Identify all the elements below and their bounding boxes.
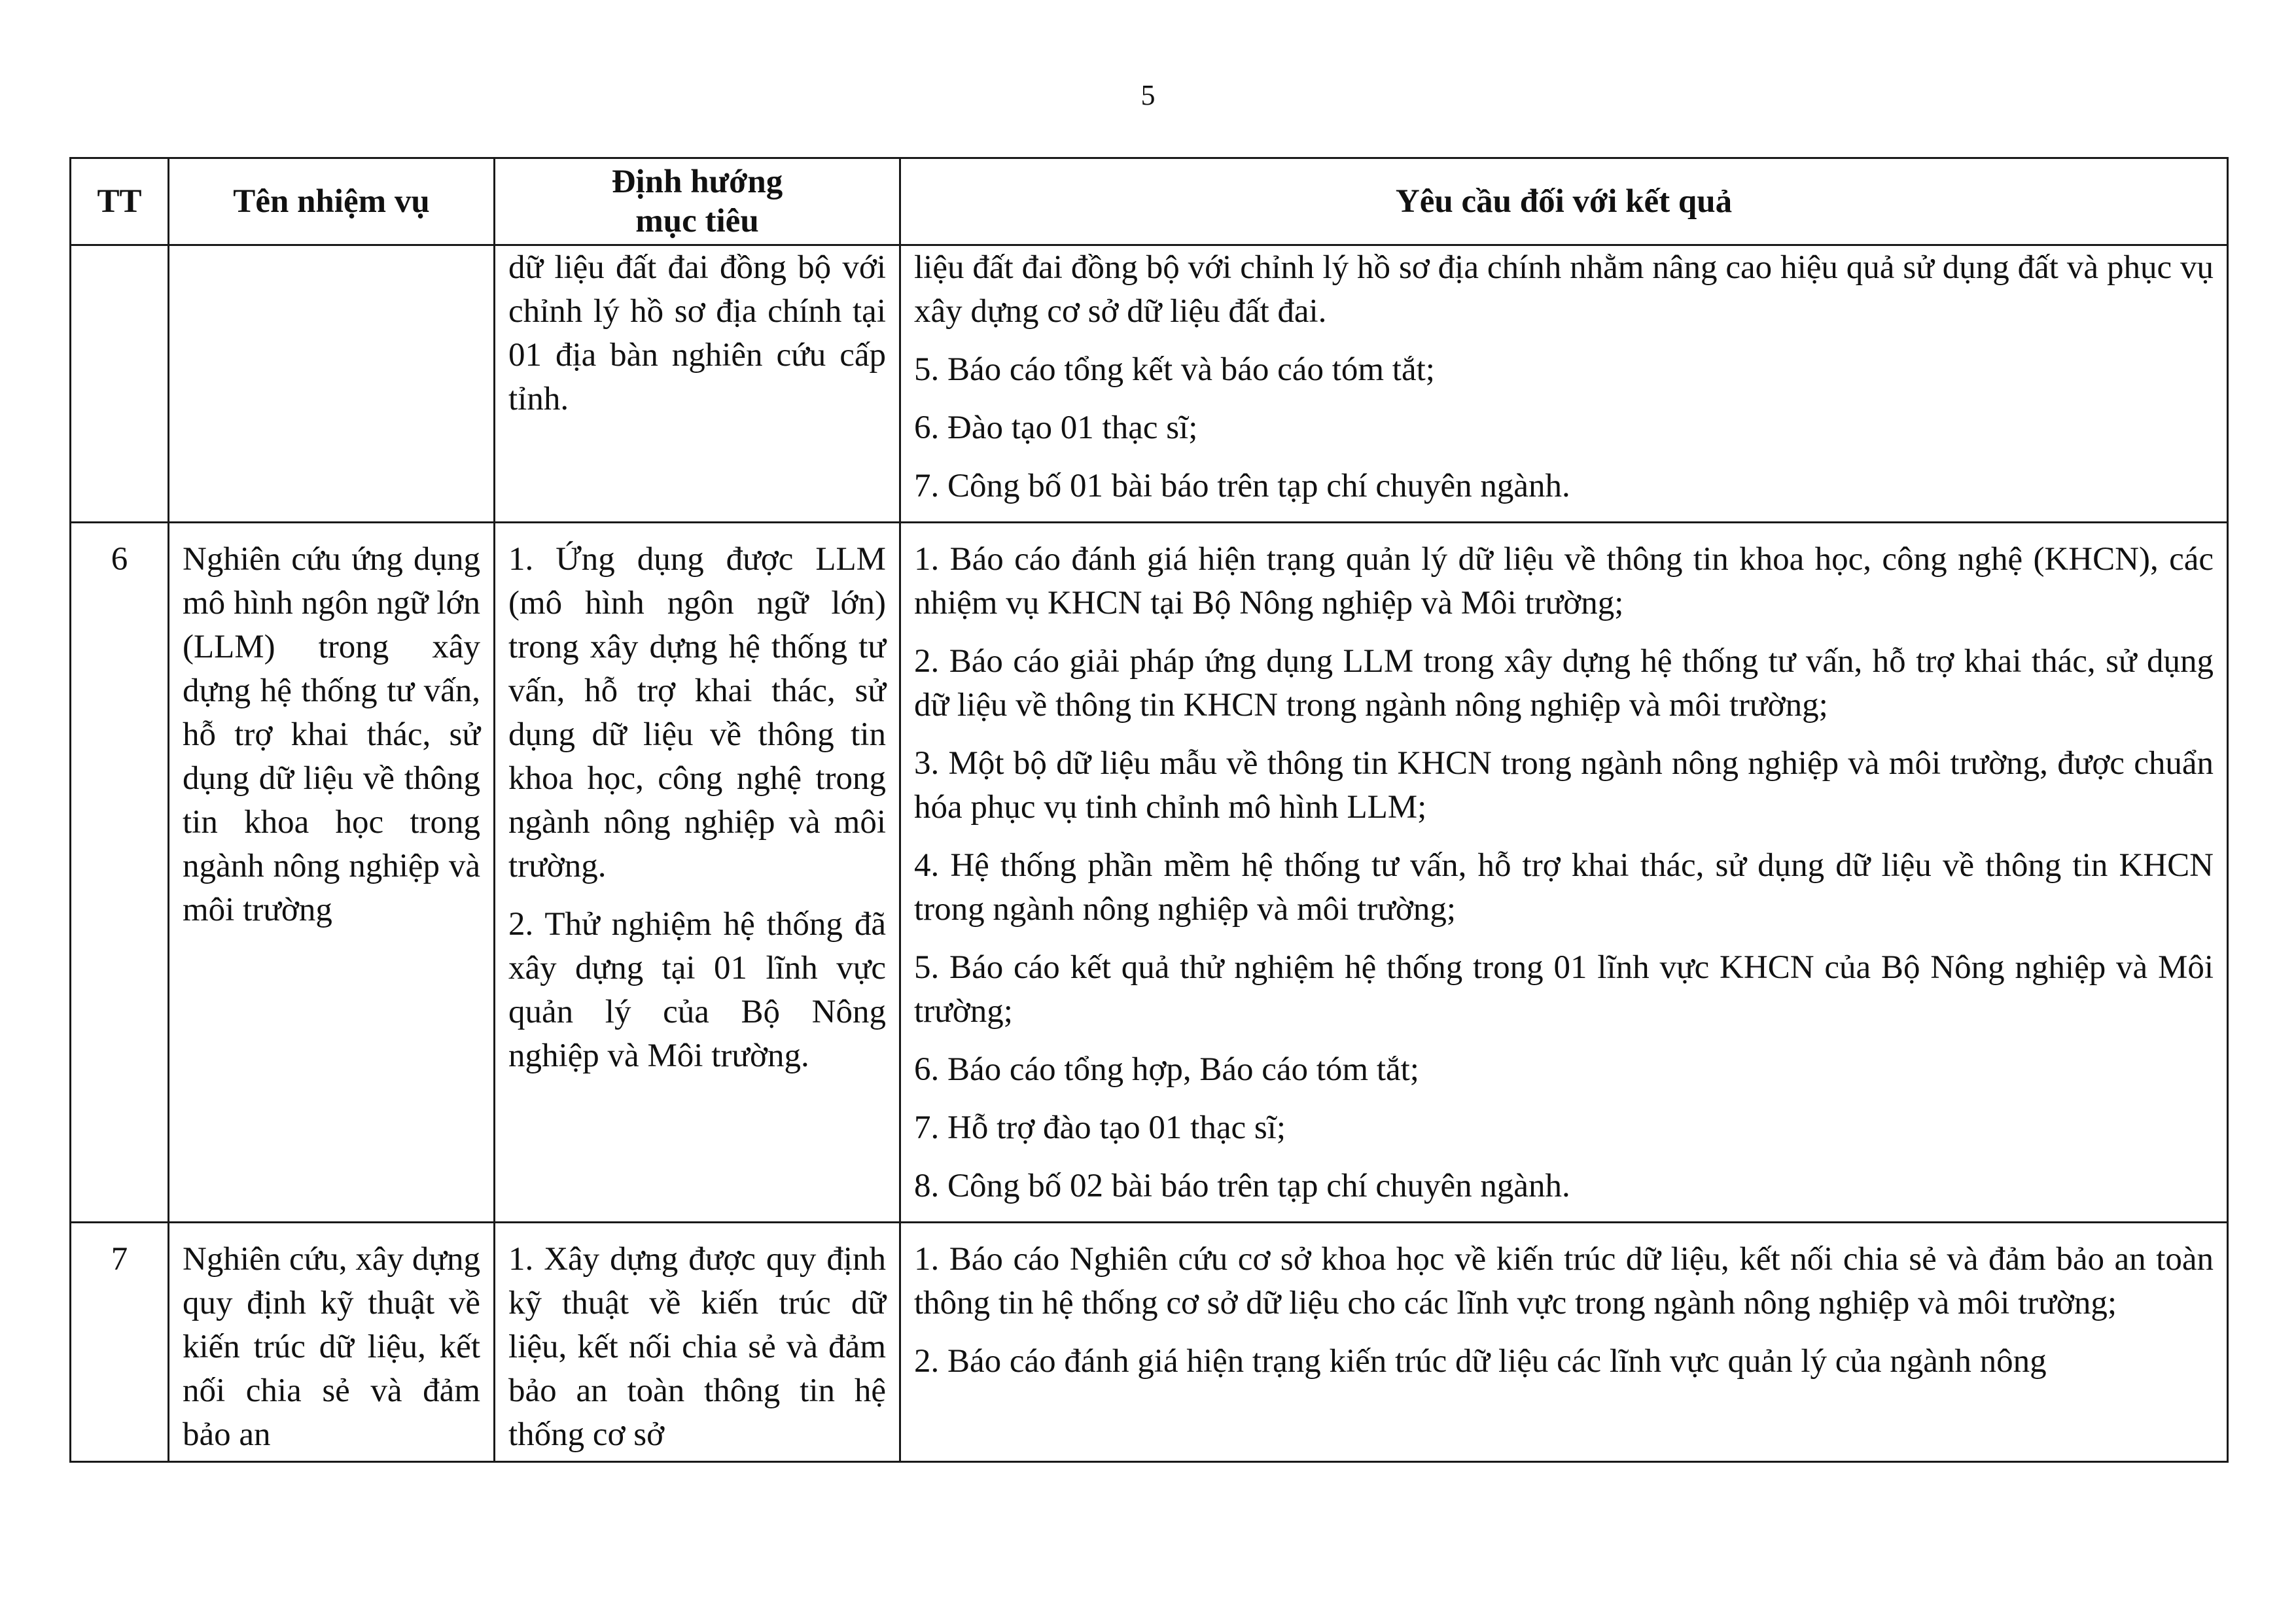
row-tt: 6 xyxy=(71,523,169,1223)
row-goal xyxy=(495,245,900,523)
requirement-item: 4. Hệ thống phần mềm hệ thống tư vấn, hỗ trợ khai thác, sử dụng dữ liệu về thông tin KHCN trong ngành nông nghiệp và môi trường; xyxy=(914,847,2214,928)
table-row xyxy=(71,1223,2228,1462)
requirement-item: 1. Báo cáo đánh giá hiện trạng quản lý dữ liệu về thông tin khoa học, công nghệ (KHCN), các nhiệm vụ KHCN tại Bộ Nông nghiệp và Môi trường; xyxy=(914,541,2214,621)
row-goal xyxy=(495,1223,900,1462)
table-header-row xyxy=(71,158,2228,245)
requirement-item: 5. Báo cáo tổng kết và báo cáo tóm tắt; xyxy=(914,351,1435,388)
goal-item: 1. Ứng dụng được LLM (mô hình ngôn ngữ lớn) trong xây dựng hệ thống tư vấn, hỗ trợ khai thác, sử dụng dữ liệu về thông tin khoa học, công nghệ trong ngành nông nghiệp và môi trường. xyxy=(508,541,886,884)
goal-item: 2. Thử nghiệm hệ thống đã xây dựng tại 01 lĩnh vực quản lý của Bộ Nông nghiệp và Môi trường. xyxy=(508,906,886,1074)
requirement-item: 2. Báo cáo đánh giá hiện trạng kiến trúc dữ liệu các lĩnh vực quản lý của ngành nông xyxy=(914,1343,2047,1380)
header-goal xyxy=(495,158,900,245)
row-requirements xyxy=(900,523,2228,1223)
tasks-table xyxy=(69,157,2229,1463)
requirement-item: 1. Báo cáo Nghiên cứu cơ sở khoa học về kiến trúc dữ liệu, kết nối chia sẻ và đảm bảo an toàn thông tin hệ thống cơ sở dữ liệu cho các lĩnh vực trong ngành nông nghiệp và môi trường; xyxy=(914,1241,2214,1321)
requirement-item: 6. Đào tạo 01 thạc sĩ; xyxy=(914,410,1198,446)
row-tt xyxy=(71,245,169,523)
row-task-name xyxy=(169,245,495,523)
header-goal-line2: mục tiêu xyxy=(635,203,759,239)
header-requirements: Yêu cầu đối với kết quả xyxy=(900,158,2228,245)
header-goal-line1: Định hướng xyxy=(611,164,783,200)
header-task-name: Tên nhiệm vụ xyxy=(169,158,495,245)
row-task-name: Nghiên cứu, xây dựng quy định kỹ thuật về kiến trúc dữ liệu, kết nối chia sẻ và đảm bảo an xyxy=(169,1223,495,1462)
requirement-item: 5. Báo cáo kết quả thử nghiệm hệ thống trong 01 lĩnh vực KHCN của Bộ Nông nghiệp và Môi trường; xyxy=(914,949,2214,1030)
goal-item: 1. Xây dựng được quy định kỹ thuật về kiến trúc dữ liệu, kết nối chia sẻ và đảm bảo an toàn thông tin hệ thống cơ sở xyxy=(508,1241,886,1453)
row-goal xyxy=(495,523,900,1223)
row-requirements xyxy=(900,1223,2228,1462)
row-task-name: Nghiên cứu ứng dụng mô hình ngôn ngữ lớn (LLM) trong xây dựng hệ thống tư vấn, hỗ trợ khai thác, sử dụng dữ liệu về thông tin khoa học trong ngành nông nghiệp và môi trường xyxy=(169,523,495,1223)
row-tt: 7 xyxy=(71,1223,169,1462)
row-requirements xyxy=(900,245,2228,523)
table-row xyxy=(71,523,2228,1223)
requirement-item: 2. Báo cáo giải pháp ứng dụng LLM trong xây dựng hệ thống tư vấn, hỗ trợ khai thác, sử dụng dữ liệu về thông tin KHCN trong ngành nông nghiệp và môi trường; xyxy=(914,643,2214,724)
page-number: 5 xyxy=(1140,79,1156,111)
header-tt: TT xyxy=(71,158,169,245)
requirement-item: 7. Công bố 01 bài báo trên tạp chí chuyên ngành. xyxy=(914,468,1570,504)
requirement-item: 7. Hỗ trợ đào tạo 01 thạc sĩ; xyxy=(914,1109,1286,1146)
requirement-item: 3. Một bộ dữ liệu mẫu về thông tin KHCN trong ngành nông nghiệp và môi trường, được chuẩn hóa phục vụ tinh chỉnh mô hình LLM; xyxy=(914,745,2214,826)
table-row xyxy=(71,245,2228,523)
requirement-item: 6. Báo cáo tổng hợp, Báo cáo tóm tắt; xyxy=(914,1051,1419,1088)
requirement-item: 8. Công bố 02 bài báo trên tạp chí chuyên ngành. xyxy=(914,1168,1570,1204)
goal-item: dữ liệu đất đai đồng bộ với chỉnh lý hồ sơ địa chính tại 01 địa bàn nghiên cứu cấp tỉnh. xyxy=(508,249,886,417)
requirement-item: liệu đất đai đồng bộ với chỉnh lý hồ sơ địa chính nhằm nâng cao hiệu quả sử dụng đất và phục vụ xây dựng cơ sở dữ liệu đất đai. xyxy=(914,249,2214,330)
